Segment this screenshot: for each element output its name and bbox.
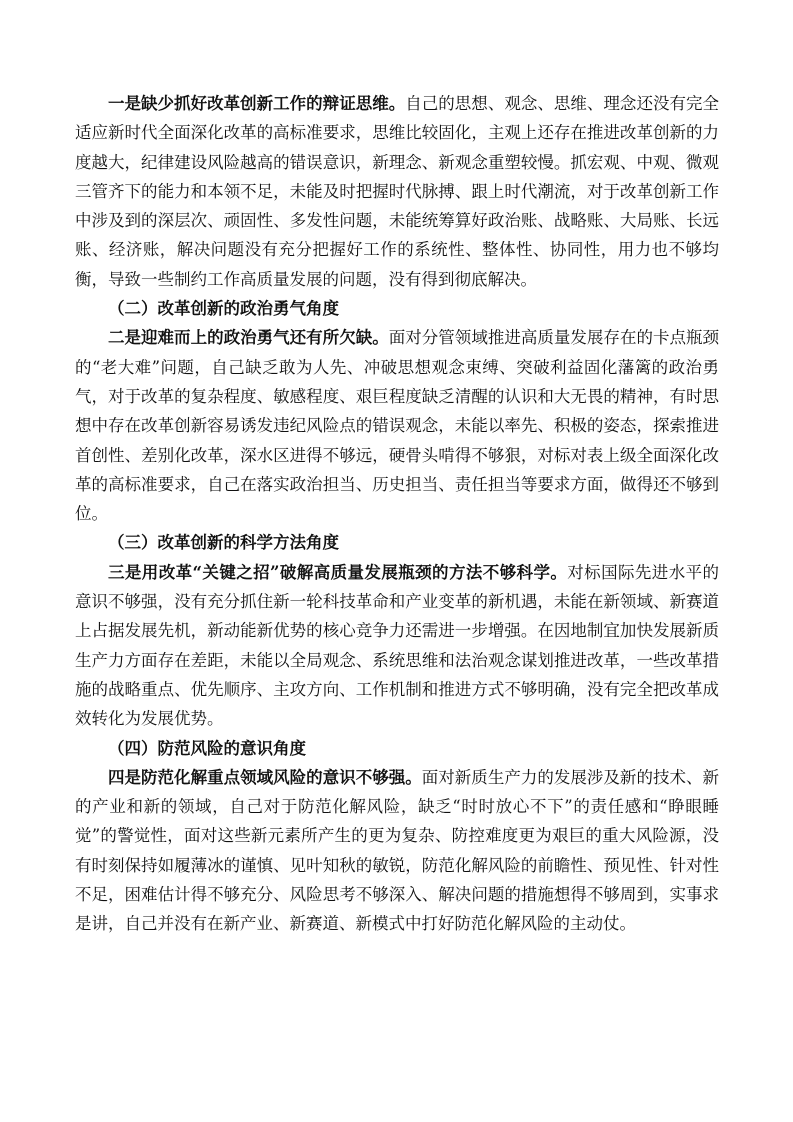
paragraph-risk-awareness	[75, 763, 719, 939]
section-heading-risk-awareness: （四）防范风险的意识角度	[108, 738, 306, 758]
paragraph-text: 面对新质生产力的发展涉及新的技术、新的产业和新的领域，自己对于防范化解风险，缺乏“时时放心不下”的责任感和“睁眼睡觉”的警觉性，面对这些新元素所产生的更为复杂、防控难度更为艰巨的重大风险源，没有时刻保持如履薄冰的谨慎、见叶知秋的敏锐，防范化解风险的前瞻性、预见性、针对性不足，困难估计得不够充分、风险思考不够深入、解决问题的措施想得不够周到，实事求是讲，自己并没有在新产业、新赛道、新模式中打好防范化解风险的主动仗。	[75, 767, 720, 934]
paragraph-text: 对标国际先进水平的意识不够强，没有充分抓住新一轮科技革命和产业变革的新机遇，未能在新领域、新赛道上占据发展先机，新动能新优势的核心竞争力还需进一步增强。在因地制宜加快发展新质生产力方面存在差距，未能以全局观念、系统思维和法治观念谋划推进改革，一些改革措施的战略重点、优先顺序、主攻方向、工作机制和推进方式不够明确，没有完全把改革成效转化为发展优势。	[75, 562, 720, 729]
paragraph-lead: 二是迎难而上的政治勇气还有所欠缺。	[108, 328, 389, 348]
document-body	[75, 89, 719, 939]
paragraph-lead: 三是用改革“关键之招”破解高质量发展瓶颈的方法不够科学。	[108, 562, 568, 582]
paragraph-text: 自己的思想、观念、思维、理念还没有完全适应新时代全面深化改革的高标准要求，思维比较固化，主观上还存在推进改革创新的力度越大，纪律建设风险越高的错误意识，新理念、新观念重塑较慢。抓宏观、中观、微观三管齐下的能力和本领不足，未能及时把握时代脉搏、跟上时代潮流，对于改革创新工作中涉及到的深层次、顽固性、多发性问题，未能统筹算好政治账、战略账、大局账、长远账、经济账，解决问题没有充分把握好工作的系统性、整体性、协同性，用力也不够均衡，导致一些制约工作高质量发展的问题，没有得到彻底解决。	[75, 94, 720, 289]
paragraph-text: 面对分管领域推进高质量发展存在的卡点瓶颈的“老大难”问题，自己缺乏敢为人先、冲破思想观念束缚、突破利益固化藩篱的政治勇气，对于改革的复杂程度、敏感程度、艰巨程度缺乏清醒的认识和大无畏的精神，有时思想中存在改革创新容易诱发违纪风险点的错误观念，未能以率先、积极的姿态，探索推进首创性、差别化改革，深水区进得不够远，硬骨头啃得不够狠，对标对表上级全面深化改革的高标准要求，自己在落实政治担当、历史担当、责任担当等要求方面，做得还不够到位。	[75, 328, 720, 524]
paragraph-political-courage	[75, 323, 719, 528]
paragraph-lead: 一是缺少抓好改革创新工作的辩证思维。	[108, 94, 406, 113]
paragraph-lead: 四是防范化解重点领域风险的意识不够强。	[108, 767, 422, 787]
section-heading-political-courage: （二）改革创新的政治勇气角度	[108, 299, 339, 319]
paragraph-dialectical-thinking	[75, 89, 719, 294]
paragraph-scientific-method	[75, 558, 719, 734]
section-heading-scientific-method: （三）改革创新的科学方法角度	[108, 533, 339, 553]
